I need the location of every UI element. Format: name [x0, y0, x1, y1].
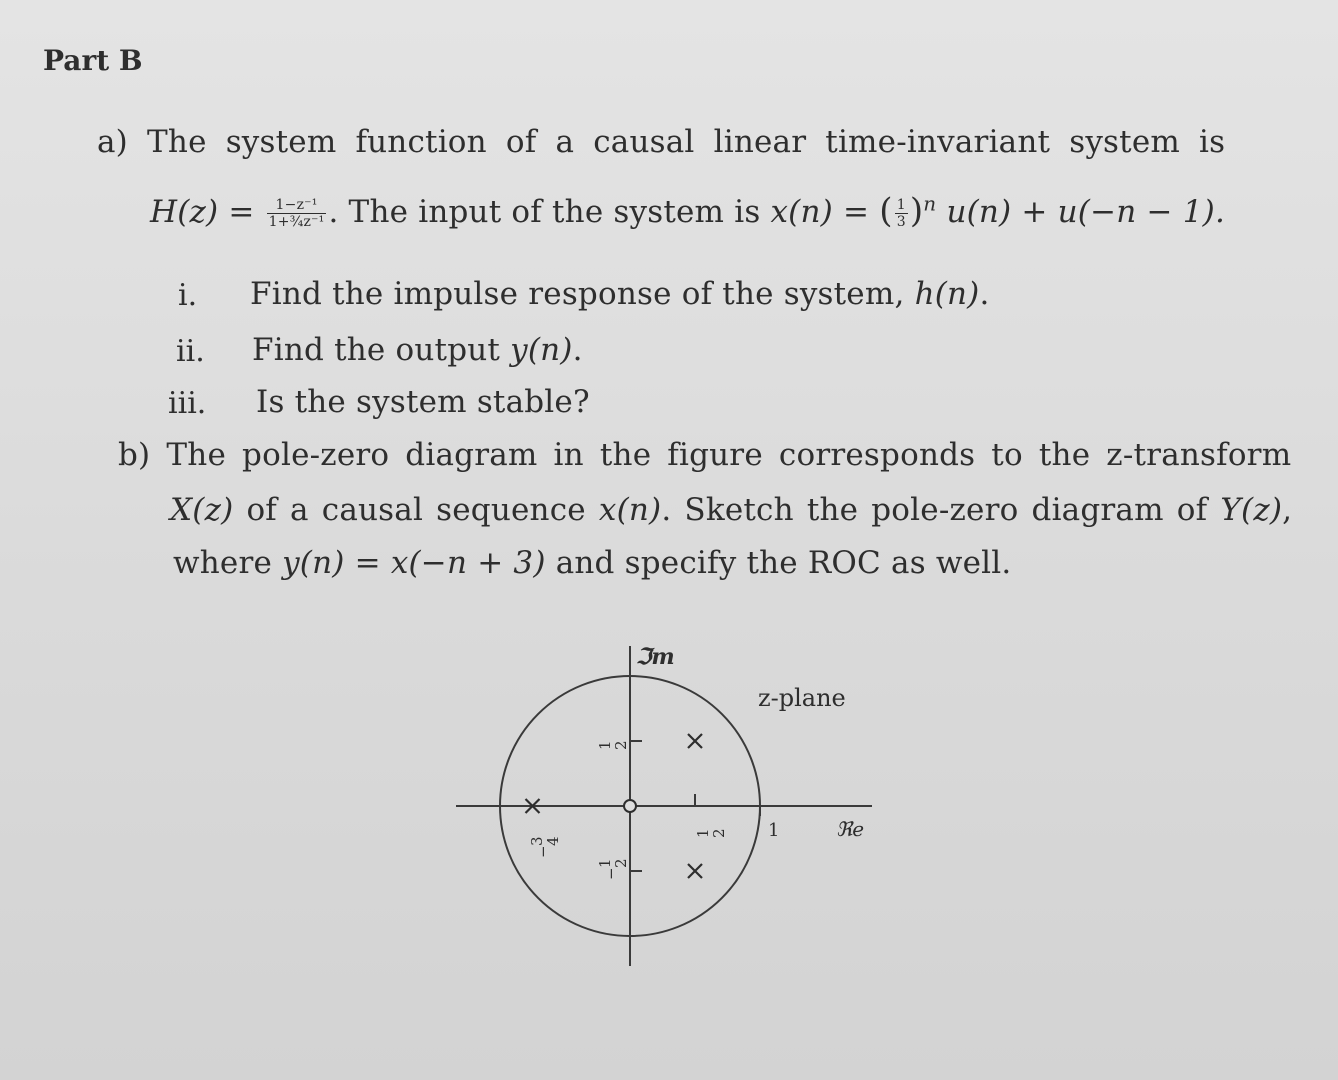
input-text: . The input of the system is — [328, 194, 761, 230]
part-b-line2-text2: . Sketch the pole-zero diagram of — [661, 492, 1221, 528]
item-iii-number: iii. — [168, 386, 207, 421]
zero-marker — [624, 800, 636, 812]
part-a-label: a) — [97, 124, 128, 160]
item-iii-text: Is the system stable? — [256, 384, 590, 420]
xn-lhs: x(n) = — [770, 194, 870, 230]
hz-denominator: 1+¾z⁻¹ — [268, 214, 325, 230]
paren-close: ) — [909, 191, 924, 231]
item-i — [250, 276, 990, 312]
part-a-line2 — [150, 191, 1225, 231]
part-b-intro: The pole-zero diagram in the figure corresponds to the z-transform — [166, 437, 1292, 473]
xn-base-fraction — [895, 197, 908, 230]
part-b-line1 — [118, 437, 1291, 473]
xn-symbol: x(n) — [598, 492, 662, 528]
hz-lhs: H(z) = — [150, 194, 255, 230]
unit-tick-label: 1 — [768, 820, 780, 841]
part-b-line2-text: of a causal sequence — [233, 492, 599, 528]
label-hr-den: 2 — [710, 828, 728, 838]
yz-symbol: Y(z) — [1220, 492, 1283, 528]
label-hi-num: 1 — [596, 740, 614, 750]
label-mhi-den: 2 — [612, 858, 630, 868]
label-hi-den: 2 — [612, 740, 630, 750]
label-half-im — [596, 740, 630, 750]
label-mtq-den: 4 — [544, 836, 562, 846]
label-mhi-num: 1 — [596, 858, 614, 868]
part-a-intro: The system function of a causal linear time-invariant system is — [147, 124, 1226, 160]
part-b-line3 — [173, 545, 1011, 581]
pole-marker — [688, 864, 702, 878]
item-i-text: Find the impulse response of the system, — [250, 276, 915, 312]
xn-exponent: n — [923, 191, 937, 216]
part-b-label: b) — [118, 437, 151, 473]
z-plane-label: z-plane — [758, 684, 846, 712]
label-minus-three-quarters — [528, 836, 562, 858]
pole-marker — [688, 734, 702, 748]
xz-symbol: X(z) — [170, 492, 234, 528]
item-ii-number: ii. — [176, 334, 205, 369]
item-ii-math: y(n) — [510, 332, 573, 368]
item-iii — [256, 384, 590, 420]
yn-definition: y(n) = x(−n + 3) — [282, 545, 546, 581]
xn-base-num: 1 — [896, 197, 906, 213]
item-i-number: i. — [178, 278, 198, 313]
xn-base-den: 3 — [896, 214, 906, 230]
item-i-math: h(n) — [914, 276, 980, 312]
item-ii-text: Find the output — [252, 332, 511, 368]
part-b-line3-end: and specify the ROC as well. — [545, 545, 1012, 581]
label-mhi-sign: − — [602, 867, 620, 880]
paren-open: ( — [879, 191, 893, 231]
label-half-re — [694, 828, 728, 838]
part-b-line2-end: , — [1282, 492, 1293, 528]
label-mtq-sign: − — [534, 845, 552, 858]
item-ii — [252, 332, 583, 368]
hz-numerator: 1−z⁻¹ — [267, 197, 327, 214]
heading: Part B — [43, 44, 143, 77]
label-mtq-num: 3 — [528, 836, 546, 846]
xn-rest: u(n) + u(−n − 1). — [946, 194, 1225, 230]
label-minus-half-im — [596, 858, 630, 880]
item-i-end: . — [979, 276, 990, 312]
imag-axis-label: ℑm — [636, 644, 675, 670]
real-axis-label: ℜe — [836, 817, 865, 841]
label-hr-num: 1 — [694, 828, 712, 838]
pole-zero-diagram — [440, 620, 900, 980]
part-b-line3-text: where — [173, 545, 283, 581]
part-a-line1 — [97, 124, 1225, 160]
hz-fraction — [267, 197, 327, 230]
part-b-line2 — [170, 492, 1292, 528]
item-ii-end: . — [572, 332, 583, 368]
